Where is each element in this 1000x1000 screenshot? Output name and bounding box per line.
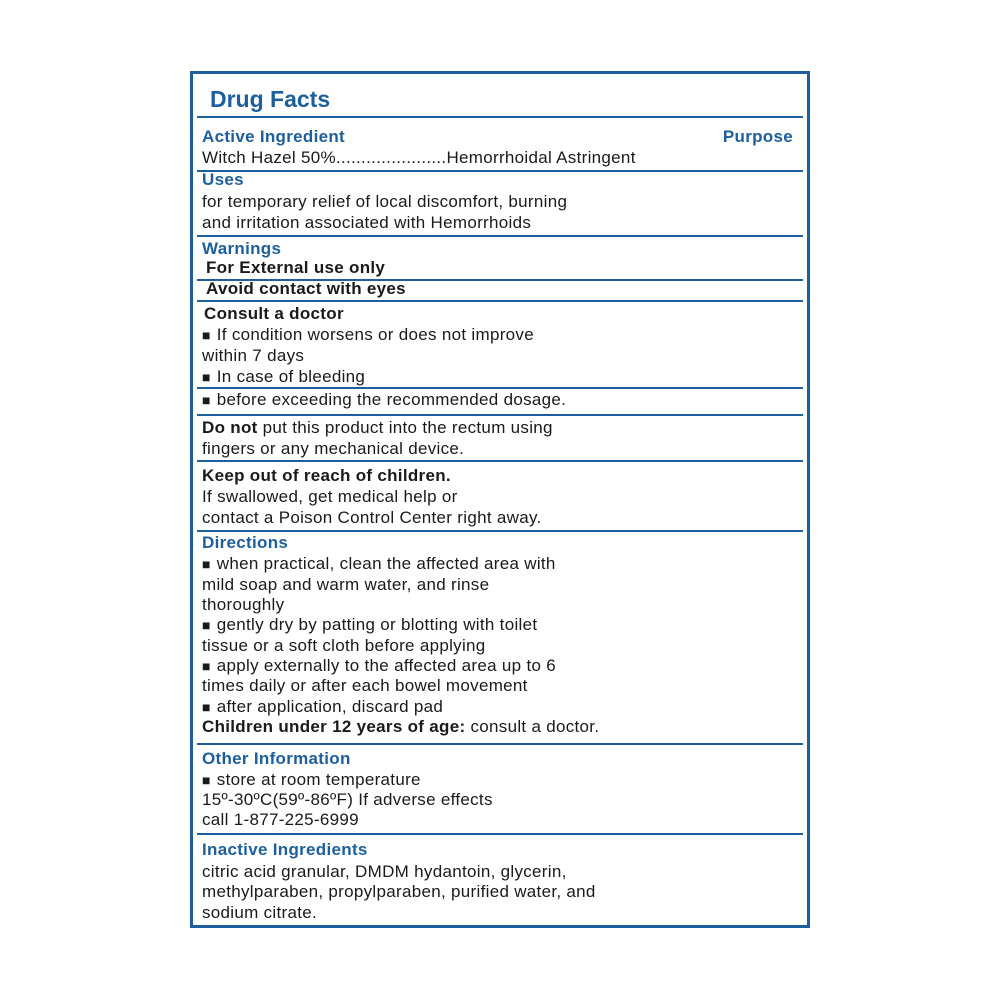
drug-facts-panel: [190, 71, 810, 928]
active-ingredient-line: Witch Hazel 50%......................Hemorrhoidal Astringent: [202, 148, 636, 167]
consult-item: ■ If condition worsens or does not improve: [202, 325, 534, 344]
divider: [197, 235, 803, 237]
uses-line: for temporary relief of local discomfort, burning: [202, 192, 568, 211]
consult-item: ■ In case of bleeding: [202, 367, 366, 386]
direction-item: ■ after application, discard pad: [202, 697, 444, 716]
direction-line: mild soap and warm water, and rinse: [202, 575, 490, 594]
divider: [197, 387, 803, 389]
inactive-ingredients-line: sodium citrate.: [202, 903, 318, 922]
bullet-icon: ■: [202, 392, 211, 408]
bullet-icon: ■: [202, 556, 211, 572]
warnings-heading: Warnings: [202, 239, 282, 258]
uses-heading: Uses: [202, 170, 244, 189]
inactive-ingredients-line: methylparaben, propylparaben, purified water, and: [202, 882, 596, 901]
divider: [197, 170, 803, 172]
divider: [197, 300, 803, 302]
divider: [197, 460, 803, 462]
divider: [197, 530, 803, 532]
do-not-warning-continued: fingers or any mechanical device.: [202, 439, 465, 458]
bullet-icon: ■: [202, 772, 211, 788]
swallowed-warning: If swallowed, get medical help or: [202, 487, 458, 506]
drug-facts-title: Drug Facts: [210, 86, 331, 112]
other-info-line: 15º-30ºC(59º-86ºF) If adverse effects: [202, 790, 493, 809]
active-ingredient-heading: Active Ingredient: [202, 127, 346, 146]
direction-item: ■ gently dry by patting or blotting with toilet: [202, 615, 538, 634]
direction-line: tissue or a soft cloth before applying: [202, 636, 486, 655]
eye-contact-warning: Avoid contact with eyes: [206, 279, 406, 298]
consult-doctor-heading: Consult a doctor: [204, 304, 344, 323]
external-use-warning: For External use only: [206, 258, 386, 277]
consult-item-continued: within 7 days: [202, 346, 305, 365]
keep-out-warning: Keep out of reach of children.: [202, 466, 451, 485]
direction-line: thoroughly: [202, 595, 285, 614]
bullet-icon: ■: [202, 369, 211, 385]
direction-line: times daily or after each bowel movement: [202, 676, 528, 695]
divider: [197, 414, 803, 416]
bullet-icon: ■: [202, 617, 211, 633]
direction-item: ■ when practical, clean the affected area with: [202, 554, 556, 573]
divider: [197, 833, 803, 835]
bullet-icon: ■: [202, 699, 211, 715]
do-not-warning: Do not put this product into the rectum using: [202, 418, 553, 437]
other-information-heading: Other Information: [202, 749, 351, 768]
swallowed-warning: contact a Poison Control Center right away.: [202, 508, 542, 527]
purpose-heading: Purpose: [722, 127, 793, 146]
bullet-icon: ■: [202, 327, 211, 343]
inactive-ingredients-line: citric acid granular, DMDM hydantoin, glycerin,: [202, 862, 567, 881]
other-info-item: ■ store at room temperature: [202, 770, 421, 789]
children-direction: Children under 12 years of age: consult a doctor.: [202, 717, 600, 736]
divider: [197, 116, 803, 118]
inactive-ingredients-heading: Inactive Ingredients: [202, 840, 368, 859]
consult-item: ■ before exceeding the recommended dosage.: [202, 390, 567, 409]
divider: [197, 743, 803, 745]
directions-heading: Directions: [202, 533, 289, 552]
uses-line: and irritation associated with Hemorrhoids: [202, 213, 532, 232]
bullet-icon: ■: [202, 658, 211, 674]
direction-item: ■ apply externally to the affected area up to 6: [202, 656, 557, 675]
other-info-line: call 1-877-225-6999: [202, 810, 359, 829]
